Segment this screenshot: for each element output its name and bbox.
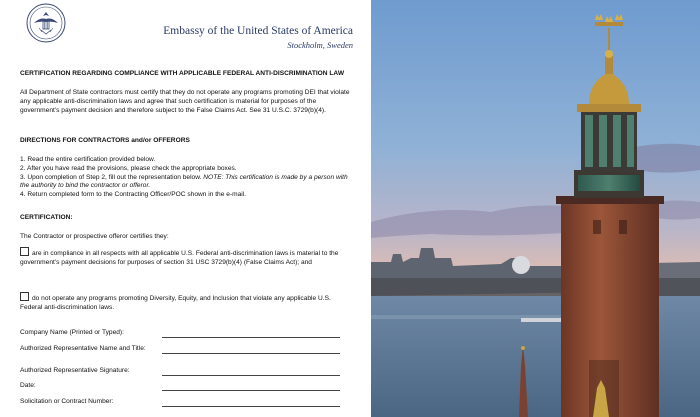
signature-field[interactable] xyxy=(162,375,340,376)
rep-name-field[interactable] xyxy=(162,353,340,354)
certification-item-1-text: are in compliance in all respects with all applicable U.S. Federal anti-discrimination laws is material to the government’s payment decisions for purposes of section 31 USC 3729(b)(4) (False Claims Act); and xyxy=(20,250,339,266)
great-seal-icon xyxy=(26,3,66,43)
certification-heading: CERTIFICATION: xyxy=(20,214,73,221)
date-field[interactable] xyxy=(162,390,340,391)
compliance-checkbox[interactable] xyxy=(20,247,29,256)
company-name-field[interactable] xyxy=(162,337,340,338)
direction-step-4: 4. Return completed form to the Contracting Officer/POC shown in the e-mail. xyxy=(20,191,246,199)
embassy-name: Embassy of the United States of America xyxy=(163,25,353,37)
certification-item-2-text: do not operate any programs promoting Diversity, Equity, and Inclusion that violate any applicable U.S. Federal anti-discrimination laws. xyxy=(20,295,331,311)
document-title: CERTIFICATION REGARDING COMPLIANCE WITH APPLICABLE FEDERAL ANTI-DISCRIMINATION LAW xyxy=(20,70,345,77)
direction-step-3-note: NOTE: This certification is made by a person with the authority to bind the contractor or offeror. xyxy=(20,173,348,190)
embassy-city: Stockholm, Sweden xyxy=(287,40,353,50)
solicitation-field[interactable] xyxy=(162,406,340,407)
direction-step-2: 2. After you have read the provisions, please check the appropriate boxes. xyxy=(20,164,237,172)
solicitation-label: Solicitation or Contract Number: xyxy=(20,398,114,405)
direction-step-3 xyxy=(20,174,355,192)
direction-step-1: 1. Read the entire certification provided below. xyxy=(20,156,156,163)
certification-lead: The Contractor or prospective offeror certifies they: xyxy=(20,233,169,240)
date-label: Date: xyxy=(20,382,36,389)
directions-heading: DIRECTIONS FOR CONTRACTORS and/or OFFERORS xyxy=(20,137,190,144)
dei-checkbox[interactable] xyxy=(20,292,29,301)
stockholm-city-hall-photo xyxy=(371,0,700,417)
direction-step-3-text: 3. Upon completion of Step 2, fill out the representation below. xyxy=(20,173,202,181)
signature-label: Authorized Representative Signature: xyxy=(20,367,130,374)
intro-paragraph: All Department of State contractors must certify that they do not operate any programs promoting DEI that violate any applicable anti-discrimination laws and agree that such certification is material for purposes of the government’s payment decision and therefore subject to the False Claims Act. See 31 U.S.C. 3729(b)(4). xyxy=(20,89,350,114)
directions-list xyxy=(20,156,355,200)
certification-item-2 xyxy=(20,292,355,313)
certification-item-1 xyxy=(20,247,355,268)
company-name-label: Company Name (Printed or Typed): xyxy=(20,329,124,336)
rep-name-label: Authorized Representative Name and Title: xyxy=(20,345,146,352)
